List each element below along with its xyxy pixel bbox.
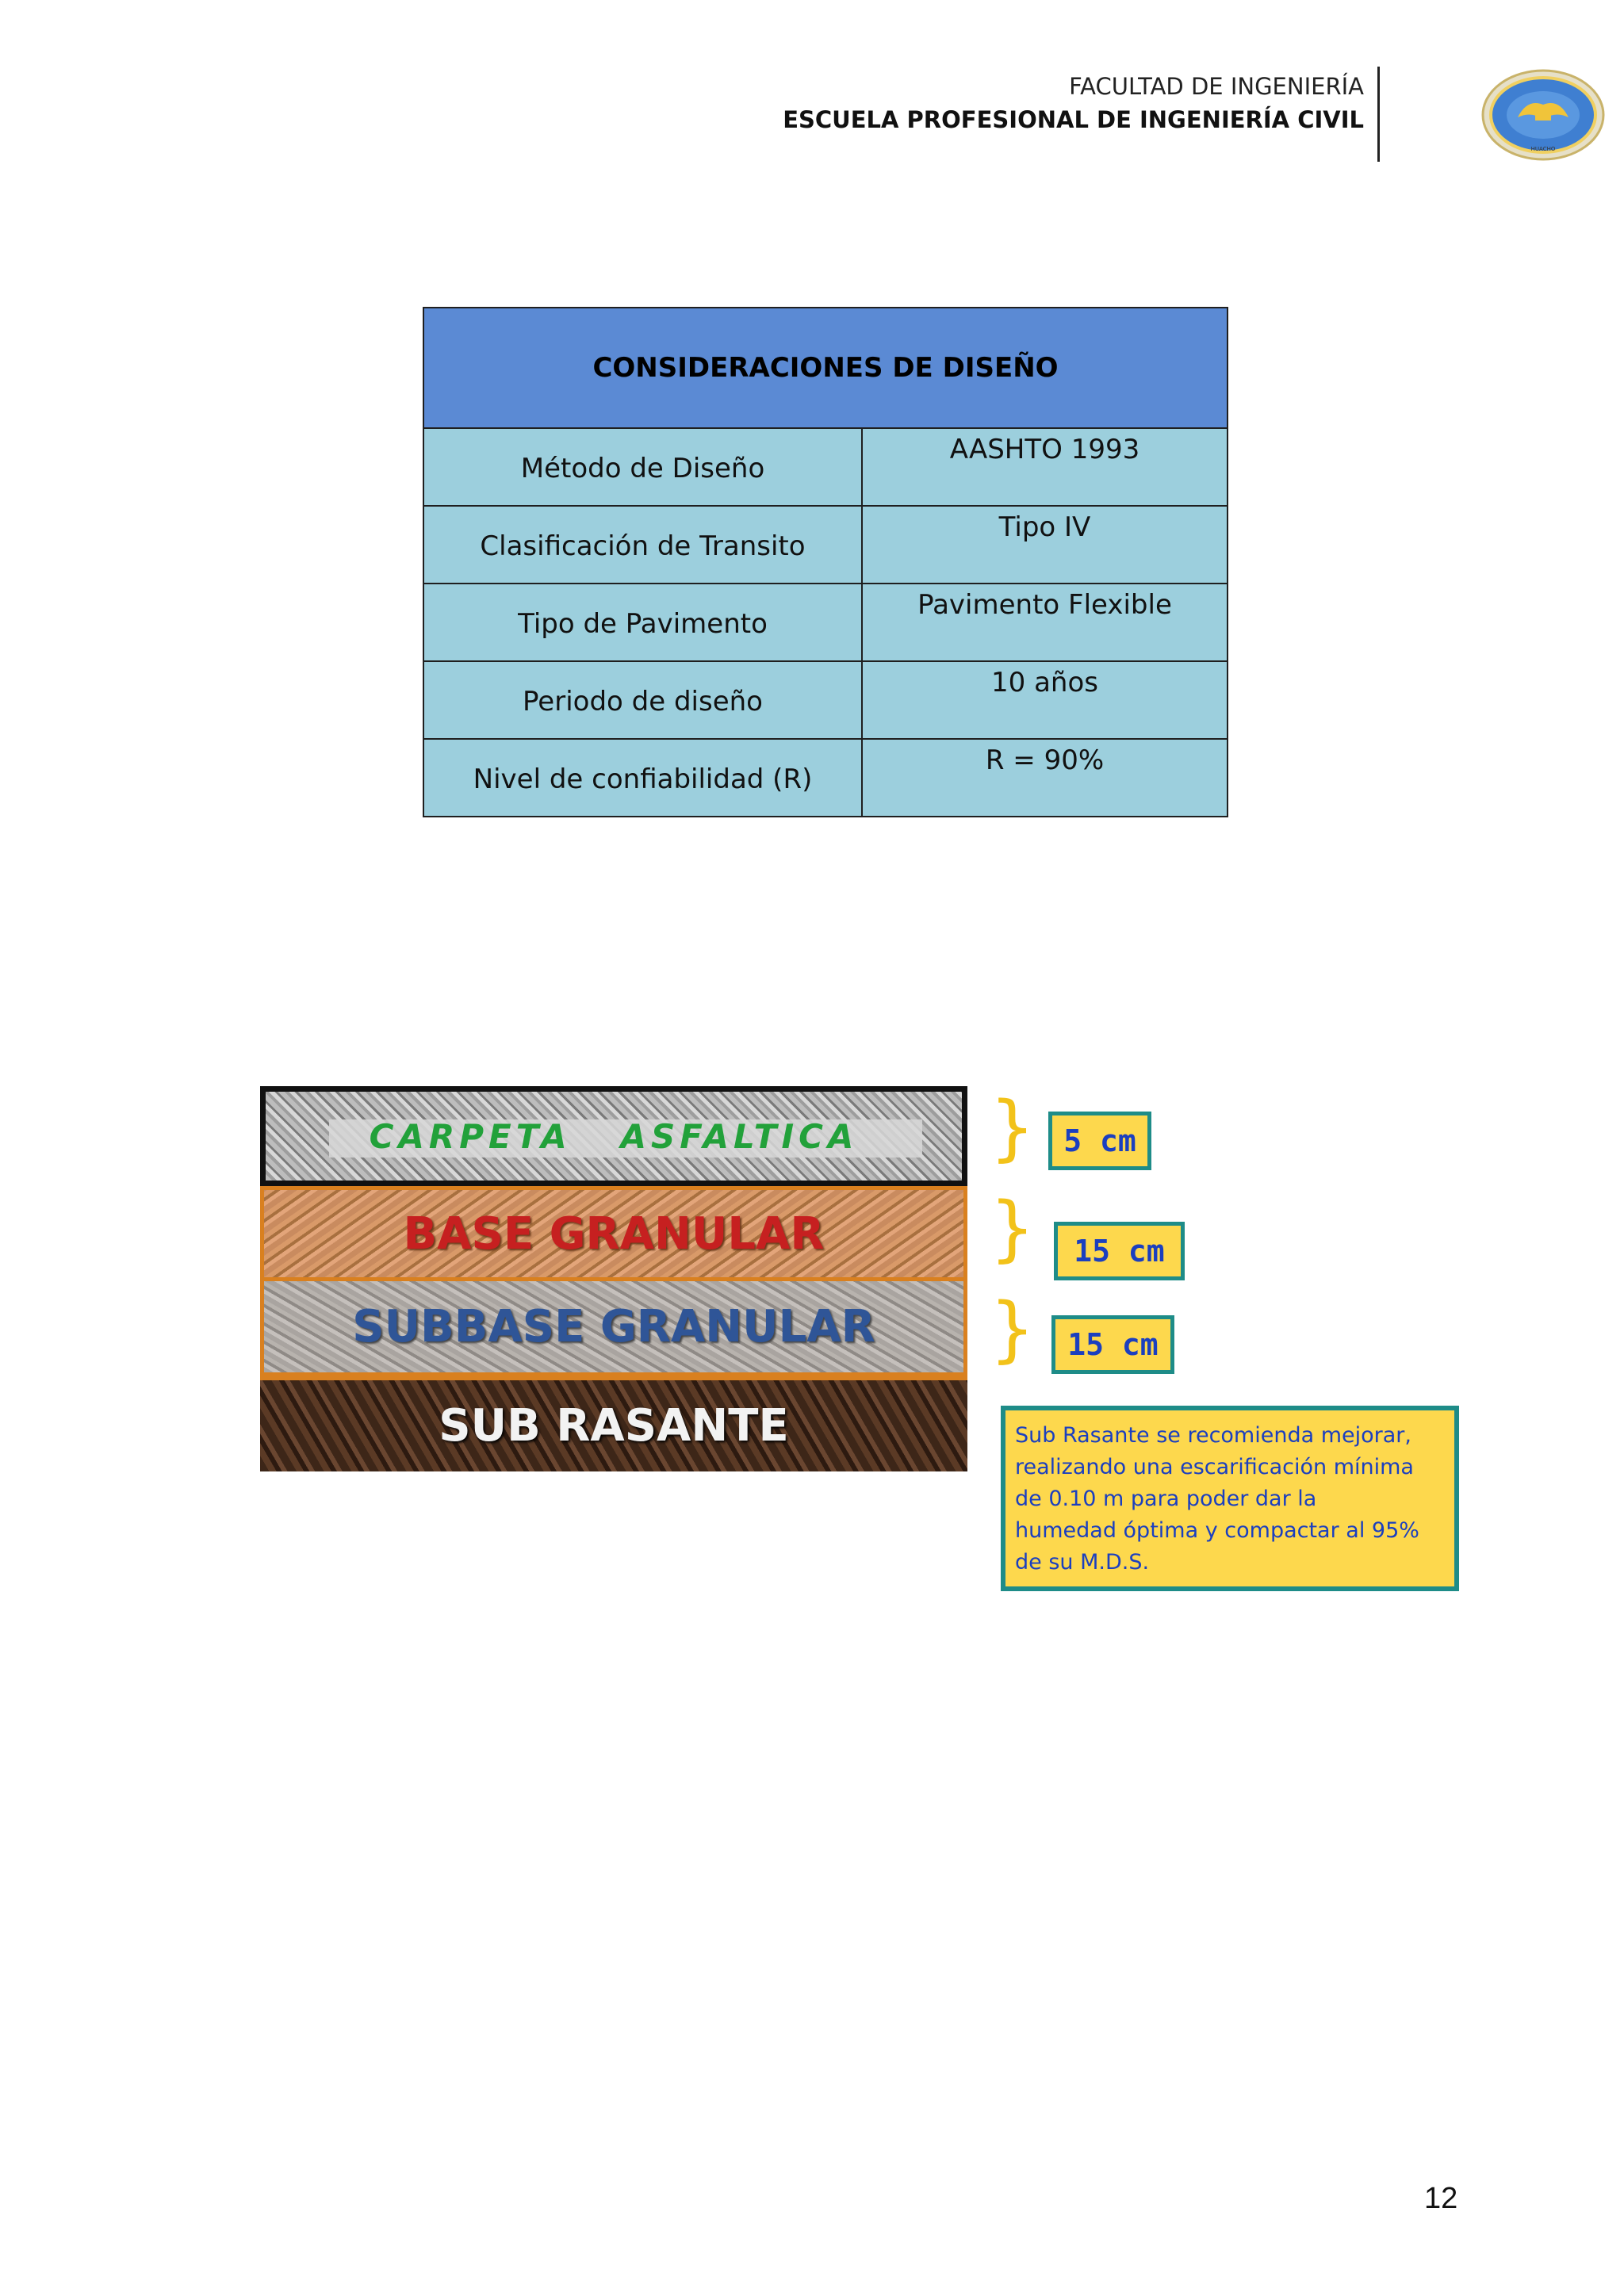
row-value: Tipo IV [862,506,1228,584]
header-divider [1377,67,1380,162]
row-value: Pavimento Flexible [862,584,1228,661]
table-row [423,584,1228,661]
asphalt-layer-label: CARPETA ASFALTICA [369,1116,859,1156]
subbase-layer-label: SUBBASE GRANULAR [352,1301,875,1353]
table-row [423,506,1228,584]
table-row [423,739,1228,817]
pavement-layers-diagram [260,1086,967,1471]
design-considerations-table [423,307,1228,817]
row-label: Nivel de confiabilidad (R) [423,739,862,817]
subgrade-note: Sub Rasante se recomienda mejorar, realizando una escarificación mínima de 0.10 m para poder dar la humedad óptima y compactar al 95% de su M.D.S. [1001,1406,1459,1591]
table-title: CONSIDERACIONES DE DISEÑO [423,308,1228,428]
asphalt-layer [260,1086,967,1186]
base-layer-label: BASE GRANULAR [403,1207,825,1260]
base-layer [260,1186,967,1281]
asphalt-thickness-box: 5 cm [1048,1112,1151,1170]
brace-icon: } [990,1086,1036,1169]
subbase-layer [260,1281,967,1376]
university-seal-logo [1480,68,1607,162]
row-value: R = 90% [862,739,1228,817]
row-label: Periodo de diseño [423,661,862,739]
row-label: Clasificación de Transito [423,506,862,584]
school-name: ESCUELA PROFESIONAL DE INGENIERÍA CIVIL [783,106,1364,133]
row-label: Método de Diseño [423,428,862,506]
row-value: 10 años [862,661,1228,739]
subgrade-layer-label: SUB RASANTE [439,1400,789,1452]
table-row [423,428,1228,506]
svg-text:HUACHO: HUACHO [1530,146,1556,152]
row-label: Tipo de Pavimento [423,584,862,661]
subgrade-layer [260,1376,967,1471]
base-thickness-box: 15 cm [1054,1222,1185,1280]
brace-icon: } [990,1288,1036,1371]
brace-icon: } [990,1187,1036,1270]
page-header [783,70,1364,136]
page-number: 12 [1424,2182,1458,2215]
faculty-name: FACULTAD DE INGENIERÍA [1069,73,1364,100]
subbase-thickness-box: 15 cm [1051,1315,1174,1374]
table-row [423,661,1228,739]
row-value: AASHTO 1993 [862,428,1228,506]
